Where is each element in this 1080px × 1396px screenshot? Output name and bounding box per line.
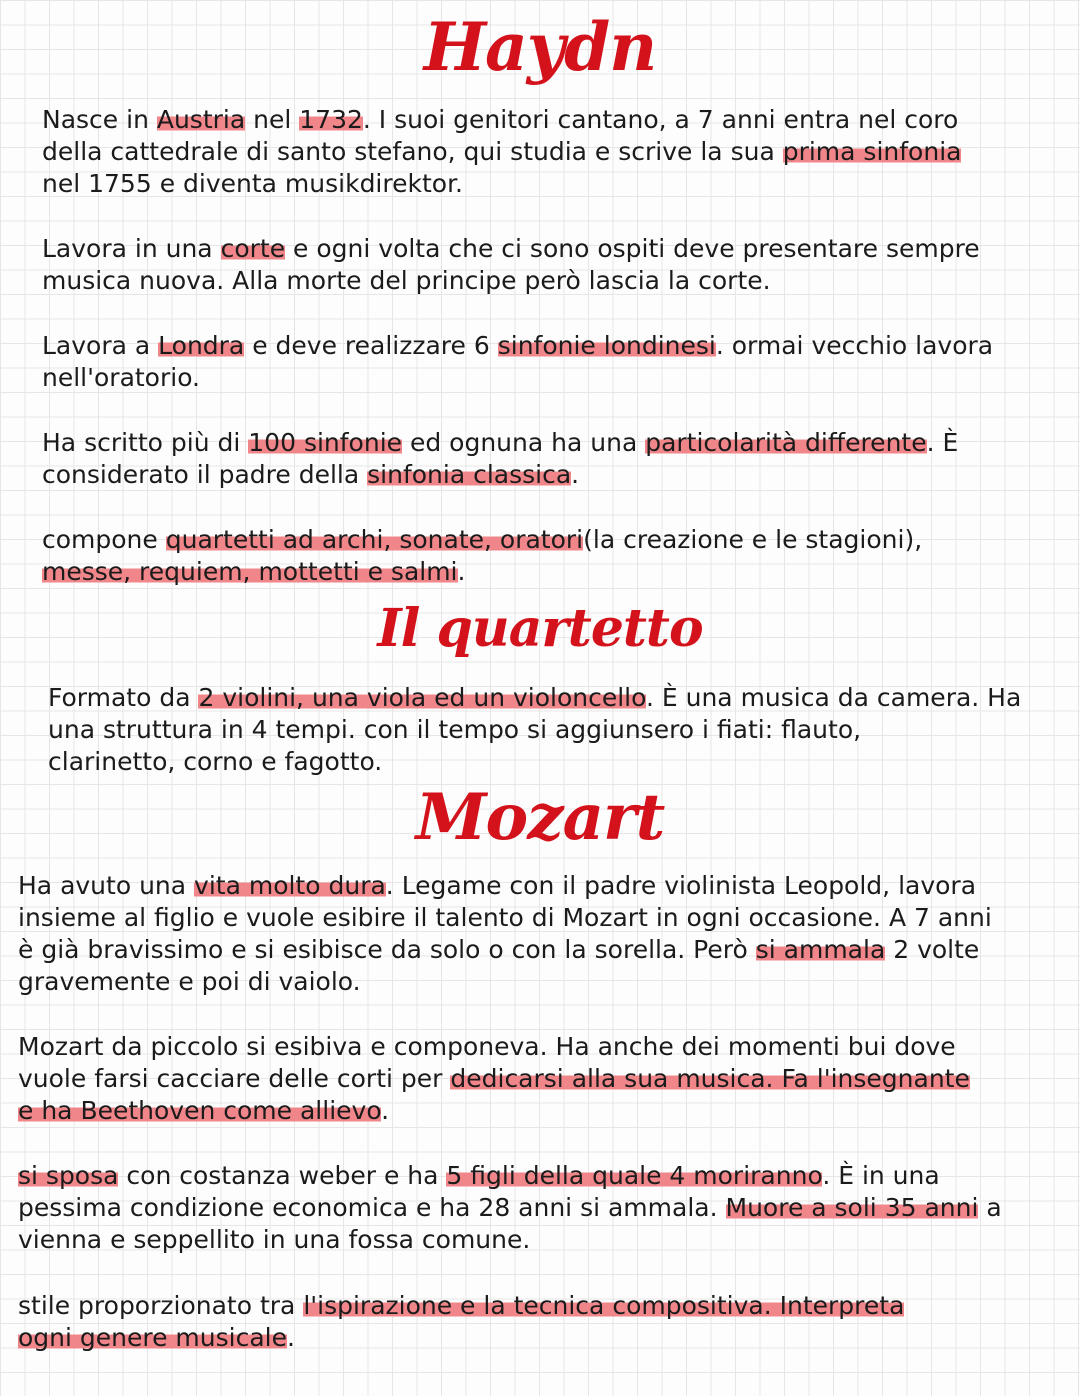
quartetto-paragraph: Formato da 2 violini, una viola ed un violoncello. È una musica da camera. Ha una struttura in 4 tempi. con il tempo si aggiunsero i fiati: flauto, clarinetto, corno e fagotto. xyxy=(48,683,1022,776)
highlight: 5 figli della quale 4 moriranno xyxy=(446,1161,823,1190)
highlight: e ha Beethoven come allievo xyxy=(18,1096,382,1125)
mozart-paragraph-3: si sposa con costanza weber e ha 5 figli della quale 4 moriranno. È in una pessima condizione economica e ha 28 anni si ammala. Muore a soli 35 anni a vienna e seppellito in una fossa comune. xyxy=(18,1161,1002,1254)
highlight: sinfonie londinesi xyxy=(497,331,716,360)
highlight: prima sinfonia xyxy=(782,137,962,166)
haydn-paragraph-1: Nasce in Austria nel 1732. I suoi genitori cantano, a 7 anni entra nel coro della cattedrale di santo stefano, qui studia e scrive la sua prima sinfonia nel 1755 e diventa musikdirektor. xyxy=(42,105,962,198)
highlight: particolarità differente xyxy=(645,428,927,457)
title-haydn: Haydn xyxy=(423,8,657,86)
highlight: quartetti ad archi, sonate, oratori xyxy=(165,525,584,554)
haydn-paragraph-4: Ha scritto più di 100 sinfonie ed ognuna ha una particolarità differente. È considerato il padre della sinfonia classica. xyxy=(42,428,959,489)
haydn-paragraph-5: compone quartetti ad archi, sonate, oratori(la creazione e le stagioni), messe, requiem, mottetti e salmi. xyxy=(42,525,923,586)
highlight: l'ispirazione e la tecnica compositiva. Interpreta xyxy=(303,1291,905,1320)
highlight: dedicarsi alla sua musica. Fa l'insegnante xyxy=(450,1064,970,1093)
highlight: sinfonia classica xyxy=(367,460,572,489)
title-quartetto: Il quartetto xyxy=(377,598,703,659)
highlight: ogni genere musicale xyxy=(18,1323,287,1352)
highlight: Austria xyxy=(156,105,246,134)
highlight: si sposa xyxy=(18,1161,119,1190)
mozart-paragraph-2: Mozart da piccolo si esibiva e componeva. Ha anche dei momenti bui dove vuole farsi cacciare delle corti per dedicarsi alla sua musica. Fa l'insegnante e ha Beethoven come allievo. xyxy=(18,1032,970,1125)
mozart-paragraph-1: Ha avuto una vita molto dura. Legame con il padre violinista Leopold, lavora insieme al figlio e vuole esibire il talento di Mozart in ogni occasione. A 7 anni è già bravissimo e si esibisce da solo o con la sorella. Però si ammala 2 volte gravemente e poi di vaiolo. xyxy=(18,871,992,996)
haydn-paragraph-2: Lavora in una corte e ogni volta che ci sono ospiti deve presentare sempre musica nuova. Alla morte del principe però lascia la corte. xyxy=(42,234,980,295)
haydn-paragraph-3: Lavora a Londra e deve realizzare 6 sinfonie londinesi. ormai vecchio lavora nell'oratorio. xyxy=(42,331,994,392)
highlight: 2 violini, una viola ed un violoncello xyxy=(198,683,646,712)
highlight: messe, requiem, mottetti e salmi xyxy=(42,557,458,586)
highlight: 1732 xyxy=(299,105,363,134)
highlight: Londra xyxy=(158,331,245,360)
title-mozart: Mozart xyxy=(415,780,665,855)
mozart-paragraph-4: stile proporzionato tra l'ispirazione e la tecnica compositiva. Interpreta ogni genere musicale. xyxy=(18,1291,905,1352)
highlight: Muore a soli 35 anni xyxy=(725,1193,979,1222)
highlight: vita molto dura xyxy=(194,871,386,900)
highlight: corte xyxy=(220,234,286,263)
highlight: 100 sinfonie xyxy=(248,428,403,457)
highlight: si ammala xyxy=(755,935,886,964)
